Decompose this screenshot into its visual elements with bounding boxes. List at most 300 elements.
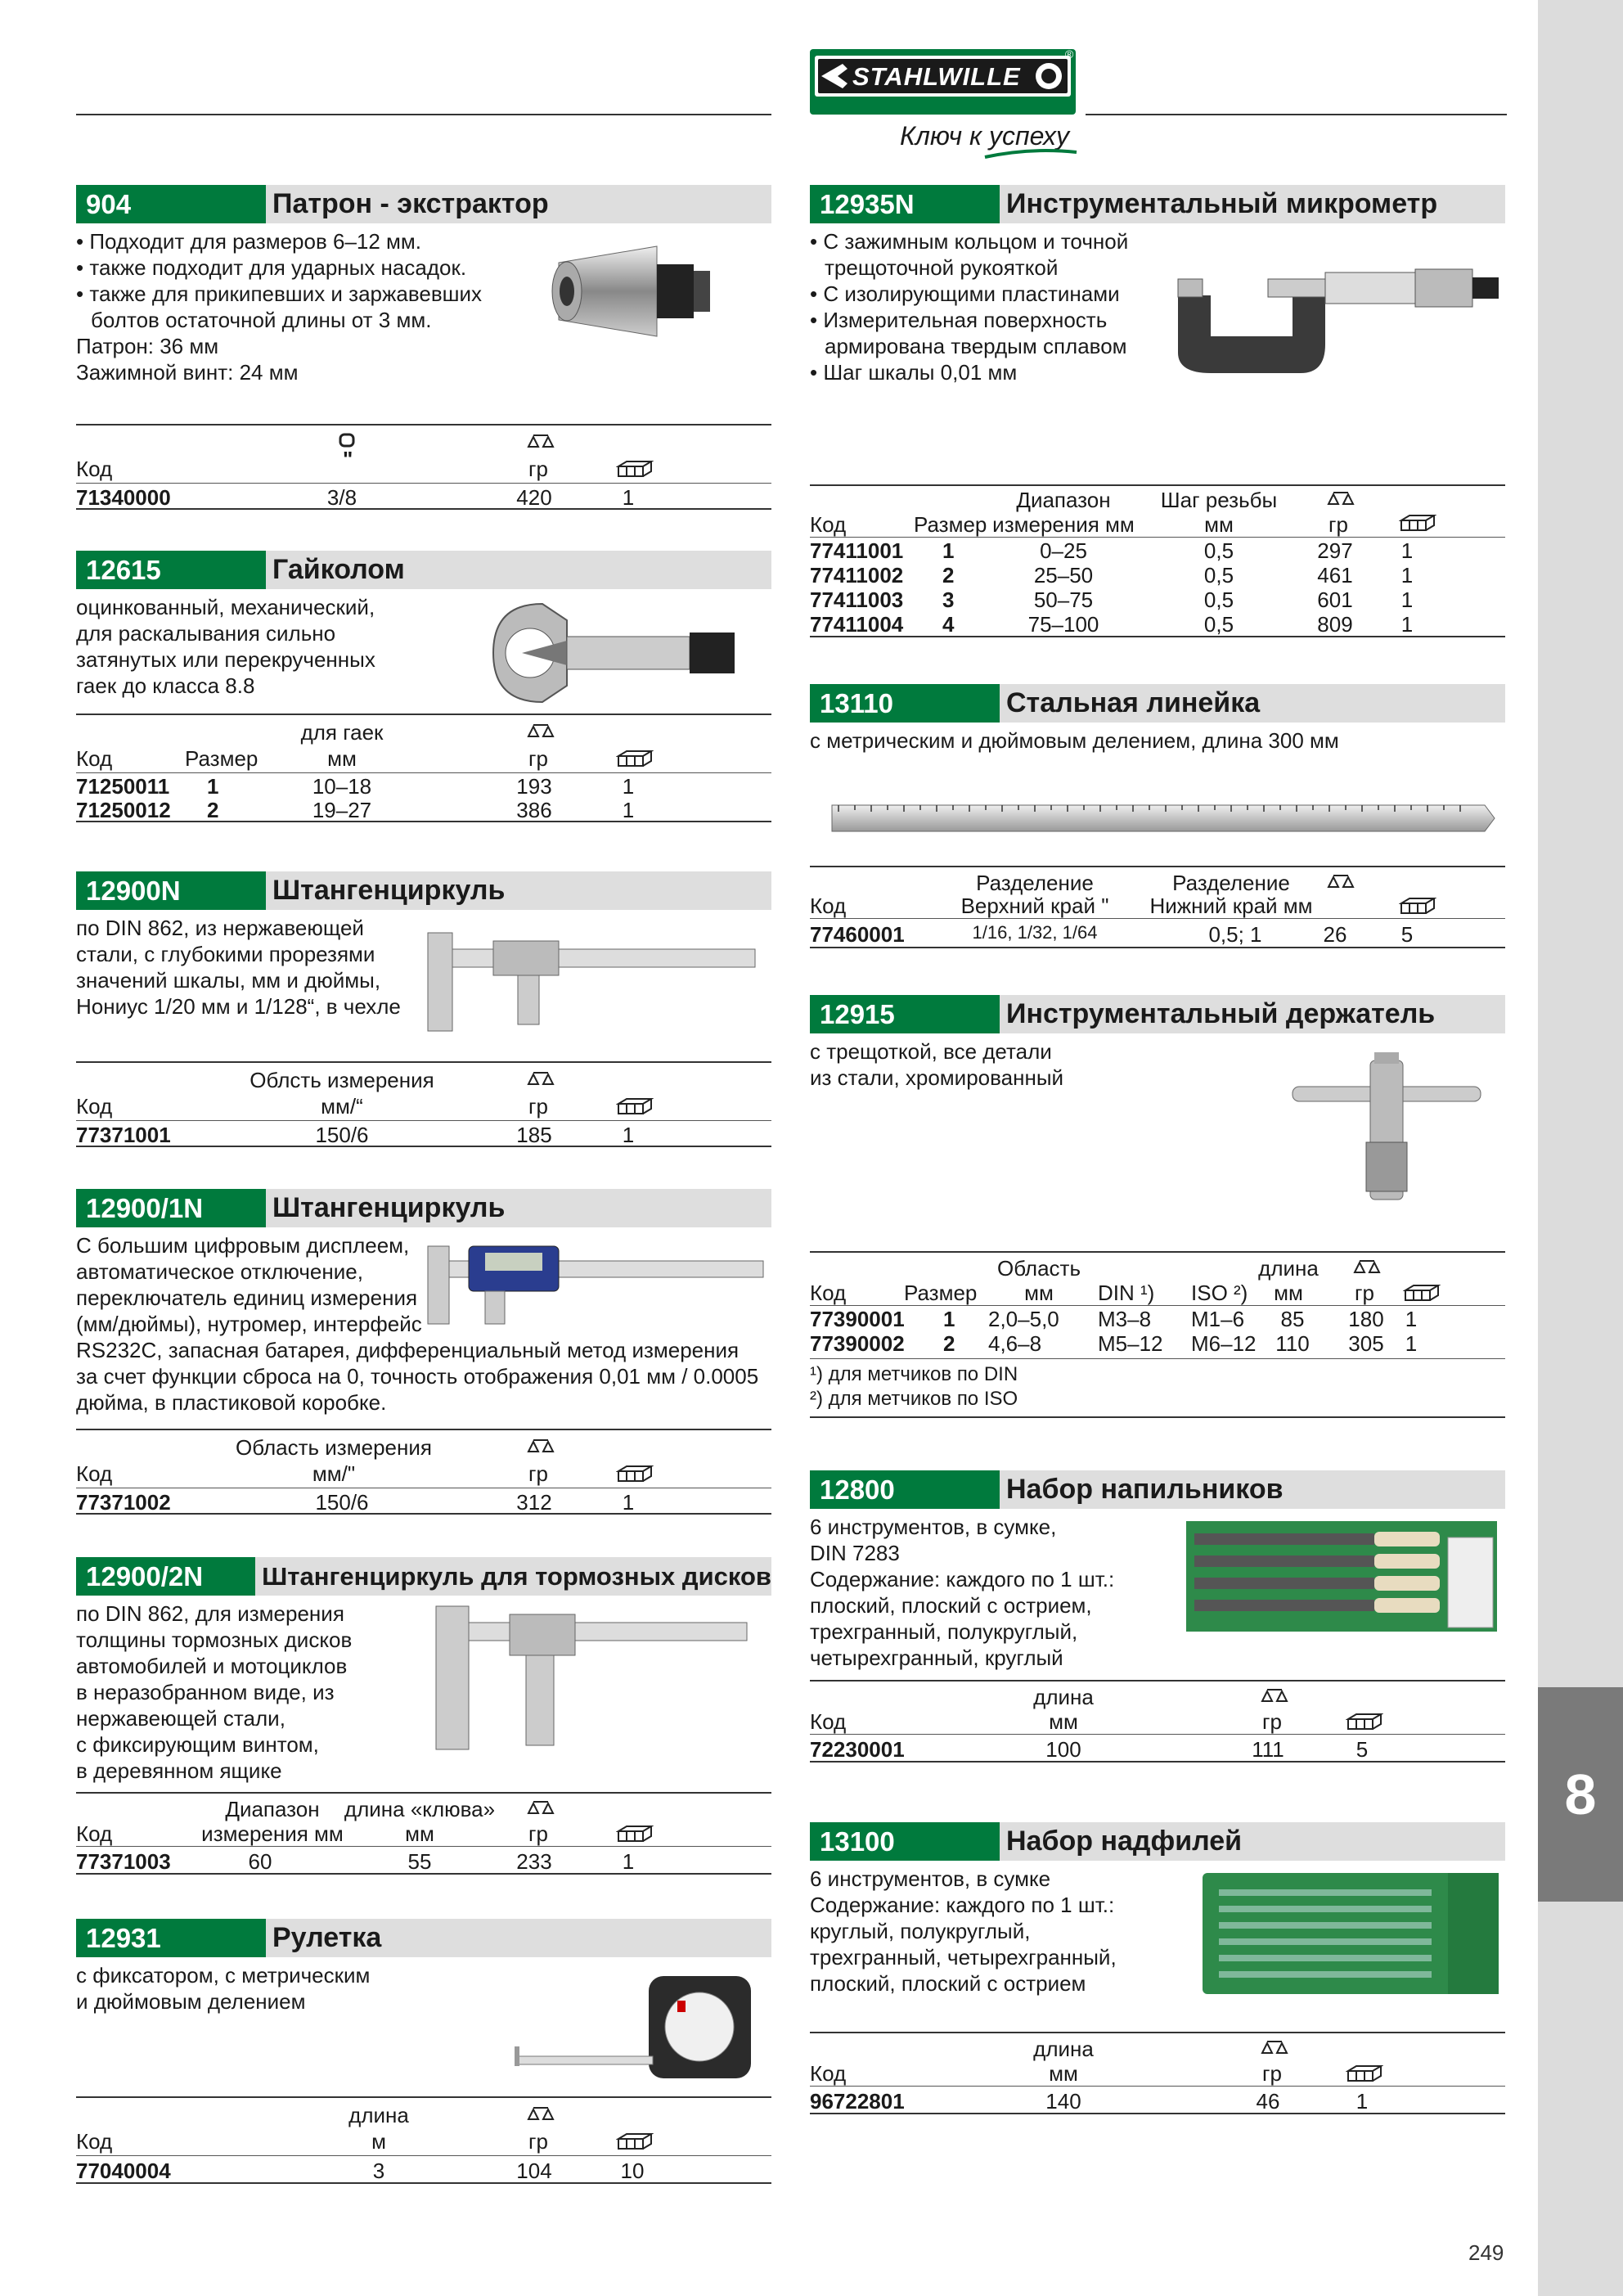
code-header: Код (810, 1281, 847, 1305)
digital-caliper-image (420, 1230, 771, 1328)
weight-scale-icon (1256, 1686, 1292, 1706)
size-header: Размер (185, 746, 259, 771)
beak-unit-header: мм (405, 1821, 434, 1846)
weight-value: 461 (1317, 563, 1353, 588)
desc-line: DIN 7283 (810, 1541, 900, 1565)
inch-header: " (343, 447, 353, 471)
range-header: Область измерения (236, 1435, 432, 1460)
size-value: 2 (943, 1331, 955, 1356)
din-header: DIN ¹) (1098, 1281, 1155, 1305)
package-icon (616, 1096, 654, 1117)
pack-qty: 1 (1405, 1331, 1418, 1356)
header-rule-left (76, 114, 771, 115)
desc-line: и дюймовым делением (76, 1989, 306, 2014)
extractor-chuck-image (542, 230, 731, 353)
pack-qty: 1 (1400, 538, 1414, 563)
nut-splitter-image (477, 596, 755, 710)
desc-line: • С изолирующими пластинами (810, 281, 1120, 306)
desc-line: для раскалывания сильно (76, 621, 336, 646)
top-edge-header: Разделение (976, 871, 1094, 895)
table-row (810, 562, 1505, 587)
section-number: 904 (76, 185, 266, 223)
weight-header: гр (1329, 512, 1348, 537)
table-row (76, 2156, 771, 2182)
desc-line: • Шаг шкалы 0,01 мм (810, 360, 1018, 385)
weight-value: 26 (1323, 922, 1347, 947)
weight-scale-icon (1322, 872, 1358, 892)
pitch-value: 0,5 (1203, 538, 1234, 563)
product-code: 72230001 (810, 1737, 905, 1762)
iso-value: M6–12 (1191, 1331, 1257, 1356)
table-row (810, 919, 1505, 947)
header-rule-right (1086, 114, 1507, 115)
pack-qty: 1 (1400, 612, 1414, 637)
product-code: 77411003 (810, 588, 904, 612)
section-13110 (810, 684, 1505, 947)
section-title: Набор надфилей (1006, 1826, 1243, 1857)
section-title: Инструментальный держатель (1006, 998, 1436, 1029)
length-unit-header: мм (1049, 2061, 1078, 2086)
desc-line: автоматическое отключение, (76, 1259, 363, 1284)
size-value: 1 (943, 1307, 955, 1331)
weight-value: 104 (516, 2159, 552, 2183)
length-unit-header: мм (1049, 1709, 1078, 1734)
length-unit-header: мм (1274, 1281, 1303, 1305)
weight-header: гр (528, 2129, 548, 2154)
package-icon (616, 748, 654, 769)
desc-line: • также для прикипевших и заржавевших (76, 281, 483, 306)
area-header: Область (996, 1256, 1081, 1281)
length-value: 3 (372, 2159, 385, 2183)
table-row (810, 611, 1505, 636)
length-value: 110 (1275, 1331, 1310, 1356)
range-unit-header: измерения мм (992, 512, 1135, 537)
desc-line: оцинкованный, механический, (76, 595, 375, 619)
desc-line: Патрон: 36 мм (76, 334, 219, 358)
product-code: 77390001 (810, 1307, 905, 1331)
desc-line: с фиксатором, с метрическим (76, 1963, 371, 1988)
section-header (810, 185, 1505, 223)
desc-line: круглый, полукруглый, (810, 1919, 1031, 1943)
weight-value: 420 (516, 485, 552, 510)
desc-line: в неразобранном виде, из (76, 1680, 335, 1704)
din-value: M5–12 (1098, 1331, 1163, 1356)
desc-line: • С зажимным кольцом и точной (810, 229, 1129, 254)
desc-line: плоский, плоский с острием (810, 1971, 1086, 1996)
desc-line: автомобилей и мотоциклов (76, 1654, 348, 1678)
section-title: Патрон - экстрактор (272, 188, 549, 219)
page-number: 249 (1468, 2240, 1504, 2265)
table-row (810, 1735, 1505, 1761)
weight-value: 386 (516, 798, 552, 822)
desc-line: дюйма, в пластиковой коробке. (76, 1390, 387, 1415)
range-value: 150/6 (315, 1490, 369, 1515)
desc-line: из стали, хромированный (810, 1065, 1064, 1090)
weight-value: 180 (1348, 1307, 1384, 1331)
range-value: 75–100 (1027, 612, 1099, 637)
needle-file-set-image (1203, 1873, 1505, 1996)
section-number: 12900N (76, 871, 266, 910)
desc-line: С большим цифровым дисплеем, (76, 1233, 410, 1258)
code-header: Код (76, 746, 113, 771)
table-row (810, 2087, 1505, 2113)
pack-qty: 1 (622, 1123, 635, 1147)
weight-scale-icon (522, 2105, 558, 2124)
section-header (76, 185, 771, 223)
weight-value: 46 (1256, 2089, 1280, 2114)
nut-range: 19–27 (312, 798, 372, 822)
pitch-value: 0,5 (1203, 588, 1234, 612)
brake-disc-caliper-image (428, 1598, 755, 1762)
weight-value: 233 (516, 1849, 552, 1874)
weight-scale-icon (1348, 1258, 1384, 1277)
pack-qty: 5 (1355, 1737, 1369, 1762)
weight-scale-icon (522, 1069, 558, 1089)
code-header: Код (76, 1461, 113, 1486)
size-value: 2 (942, 563, 955, 588)
length-header: длина (1033, 1685, 1094, 1709)
iso-value: M1–6 (1191, 1307, 1245, 1331)
table-row (76, 1847, 771, 1873)
product-code: 77411002 (810, 563, 904, 588)
drive-size: 3/8 (326, 485, 357, 510)
slogan-swoosh-icon (982, 146, 1080, 162)
desc-line: Зажимной винт: 24 мм (76, 360, 299, 385)
product-code: 77460001 (810, 922, 905, 947)
section-number: 13100 (810, 1822, 1000, 1861)
weight-header: гр (528, 1094, 548, 1119)
registered-mark: ® (1065, 47, 1074, 61)
pitch-header: Шаг резьбы (1160, 488, 1278, 512)
weight-header: гр (528, 457, 548, 481)
code-header: Код (810, 512, 847, 537)
desc-line: по DIN 862, для измерения (76, 1601, 344, 1626)
desc-line: болтов остаточной длины от 3 мм. (91, 308, 432, 332)
size-value: 4 (942, 612, 955, 637)
desc-line: стали, с глубокими прорезями (76, 942, 375, 966)
weight-header: гр (528, 746, 548, 771)
section-13100 (810, 1822, 1505, 2114)
spec-table (810, 1251, 1505, 1418)
code-header: Код (76, 1821, 113, 1846)
nut-unit-header: мм (327, 746, 357, 771)
section-header (76, 551, 771, 589)
length-header: длина (1258, 1256, 1319, 1281)
package-icon (1399, 895, 1436, 916)
section-12931 (76, 1919, 771, 2183)
code-header: Код (76, 457, 113, 481)
brand-logo (810, 49, 1076, 115)
range-value: 60 (248, 1849, 272, 1874)
pitch-unit-header: мм (1204, 512, 1234, 537)
code-header: Код (76, 2129, 113, 2154)
range-header: Диапазон (225, 1797, 320, 1821)
section-number: 13110 (810, 684, 1000, 723)
iso-header: ISO ²) (1191, 1281, 1248, 1305)
area-unit-header: мм (1024, 1281, 1054, 1305)
section-title: Инструментальный микрометр (1006, 188, 1438, 219)
desc-line: переключатель единиц измерения (76, 1285, 418, 1310)
product-code: 77040004 (76, 2159, 171, 2183)
size-value: 1 (942, 538, 955, 563)
range-unit-header: измерения мм (201, 1821, 344, 1846)
desc-line: трехгранный, четырехгранный, (810, 1945, 1117, 1970)
section-12800 (810, 1470, 1505, 1762)
table-row (76, 484, 771, 508)
desc-line: Содержание: каждого по 1 шт.: (810, 1893, 1115, 1917)
spec-table (810, 1680, 1505, 1763)
desc-line: затянутых или перекрученных (76, 647, 375, 672)
weight-header: гр (528, 1821, 548, 1846)
area-value: 4,6–8 (988, 1331, 1042, 1356)
section-header (76, 1557, 771, 1596)
desc-line: за счет функции сброса на 0, точность отображения 0,01 мм / 0.0005 (76, 1364, 759, 1389)
spec-table (76, 2096, 771, 2184)
table-row (810, 1306, 1505, 1330)
file-set-image (1186, 1521, 1505, 1636)
range-value: 0–25 (1040, 538, 1087, 563)
range-value: 25–50 (1033, 563, 1094, 588)
desc-line: нержавеющей стали, (76, 1706, 285, 1731)
product-code: 77411001 (810, 538, 904, 563)
desc-line: трехгранный, полукруглый, (810, 1619, 1078, 1644)
desc-line: 6 инструментов, в сумке, (810, 1515, 1057, 1539)
section-12915 (810, 995, 1505, 1410)
desc-line: армирована твердым сплавом (825, 334, 1127, 358)
tape-measure-image (510, 1968, 755, 2082)
weight-value: 185 (516, 1123, 552, 1147)
package-icon (616, 2131, 654, 2152)
pack-qty: 1 (1400, 563, 1414, 588)
desc-line: с фиксирующим винтом, (76, 1732, 319, 1757)
section-title: Рулетка (272, 1922, 382, 1953)
length-header: длина (1033, 2037, 1094, 2061)
desc-line: RS232C, запасная батарея, дифференциальный метод измерения (76, 1338, 740, 1362)
beak-header: длина «клюва» (344, 1797, 496, 1821)
section-12935N (810, 185, 1505, 637)
desc-line: четырехгранный, круглый (810, 1645, 1063, 1670)
section-904 (76, 185, 771, 510)
footnote: ²) для метчиков по ISO (810, 1388, 1018, 1410)
product-code: 77371001 (76, 1123, 171, 1147)
product-code: 77371003 (76, 1849, 171, 1874)
brand-slogan: Ключ к успеху (900, 121, 1069, 151)
product-code: 77390002 (810, 1331, 905, 1356)
pack-qty: 1 (1405, 1307, 1418, 1331)
spec-table (810, 484, 1505, 637)
top-edge-value: 1/16, 1/32, 1/64 (972, 922, 1098, 943)
bottom-edge-header: Разделение (1172, 871, 1290, 895)
range-value: 50–75 (1033, 588, 1094, 612)
desc-line: значений шкалы, мм и дюймы, (76, 968, 381, 993)
range-header: Диапазон (1016, 488, 1111, 512)
section-number: 12800 (810, 1470, 1000, 1509)
top-edge-unit-header: Верхний край " (960, 894, 1109, 918)
package-icon (616, 1823, 654, 1844)
pack-qty: 1 (622, 1849, 635, 1874)
nut-range: 10–18 (312, 774, 372, 799)
caliper-image (420, 916, 763, 1039)
desc-line: • Измерительная поверхность (810, 308, 1108, 332)
section-number: 12935N (810, 185, 1000, 223)
code-header: Код (810, 2061, 847, 2086)
spec-table (76, 1061, 771, 1147)
weight-header: гр (1355, 1281, 1374, 1305)
section-title: Гайколом (272, 554, 405, 585)
desc-line: толщины тормозных дисков (76, 1627, 353, 1652)
weight-value: 312 (516, 1490, 552, 1515)
length-value: 100 (1045, 1737, 1081, 1762)
size-value: 2 (207, 798, 219, 822)
weight-value: 297 (1317, 538, 1353, 563)
side-margin (1538, 0, 1623, 2296)
range-value: 150/6 (315, 1123, 369, 1147)
package-icon (1399, 512, 1436, 533)
spec-table (76, 424, 771, 510)
hex-drive-icon (338, 432, 356, 448)
chapter-tab[interactable]: 8 (1538, 1687, 1623, 1902)
pack-qty: 5 (1400, 922, 1414, 947)
product-code: 77371002 (76, 1490, 171, 1515)
table-row (810, 587, 1505, 611)
pack-qty: 10 (620, 2159, 645, 2183)
size-value: 1 (207, 774, 219, 799)
table-row (76, 1121, 771, 1146)
spec-table (76, 714, 771, 822)
weight-scale-icon (1322, 489, 1358, 509)
desc-line: Нониус 1/20 мм и 1/128“, в чехле (76, 994, 401, 1019)
section-12900N (76, 871, 771, 1147)
desc-line: • также подходит для ударных насадок. (76, 255, 467, 280)
pack-qty: 1 (1355, 2089, 1369, 2114)
product-code: 77411004 (810, 612, 904, 637)
section-title: Набор напильников (1006, 1474, 1284, 1505)
product-code: 71250011 (76, 774, 170, 799)
nut-header: для гаек (300, 720, 384, 745)
pitch-value: 0,5 (1203, 563, 1234, 588)
weight-value: 601 (1317, 588, 1353, 612)
section-title: Штангенциркуль для тормозных дисков (262, 1561, 771, 1591)
weight-scale-icon (522, 432, 558, 452)
table-row (810, 538, 1505, 562)
size-header: Размер (904, 1281, 978, 1305)
section-description (810, 727, 1505, 754)
code-header: Код (810, 894, 847, 918)
pack-qty: 1 (622, 1490, 635, 1515)
spec-table (810, 866, 1505, 948)
section-number: 12915 (810, 995, 1000, 1033)
desc-line: плоский, плоский с острием, (810, 1593, 1092, 1618)
weight-value: 193 (516, 774, 552, 799)
length-unit-header: м (371, 2129, 386, 2154)
table-row (76, 1488, 771, 1513)
micrometer-image (1162, 230, 1505, 377)
package-icon (616, 458, 654, 479)
pack-qty: 1 (622, 485, 635, 510)
table-row (810, 1330, 1505, 1355)
weight-header: гр (1262, 1709, 1282, 1734)
desc-line: гаек до класса 8.8 (76, 673, 255, 698)
pitch-value: 0,5 (1203, 612, 1234, 637)
package-icon (1403, 1282, 1441, 1303)
bottom-edge-value: 0,5; 1 (1208, 922, 1262, 947)
bottom-edge-unit-header: Нижний край мм (1149, 894, 1313, 918)
section-header (810, 1470, 1505, 1509)
footnotes (810, 1359, 1505, 1411)
weight-header: гр (528, 1461, 548, 1486)
section-12615 (76, 551, 771, 822)
package-icon (1346, 1711, 1383, 1732)
section-12900-1N (76, 1189, 771, 1515)
weight-value: 305 (1348, 1331, 1384, 1356)
weight-scale-icon (522, 1437, 558, 1456)
desc-line: • Подходит для размеров 6–12 мм. (76, 229, 422, 254)
code-header: Код (810, 1709, 847, 1734)
length-header: длина (348, 2103, 409, 2127)
range-header: Облсть измерения (250, 1068, 434, 1092)
area-value: 2,0–5,0 (988, 1307, 1059, 1331)
section-header (76, 871, 771, 910)
section-number: 12615 (76, 551, 266, 589)
desc-line: в деревянном ящике (76, 1758, 282, 1783)
size-value: 3 (942, 588, 955, 612)
steel-ruler-image (830, 799, 1501, 840)
spec-table (810, 2032, 1505, 2114)
pack-qty: 1 (622, 798, 635, 822)
range-unit-header: мм/“ (321, 1094, 363, 1119)
package-icon (1346, 2063, 1383, 2084)
section-number: 12900/2N (76, 1557, 255, 1596)
desc-line: по DIN 862, из нержавеющей (76, 916, 364, 940)
pack-qty: 1 (622, 774, 635, 799)
pack-qty: 1 (1400, 588, 1414, 612)
section-header (76, 1189, 771, 1227)
desc-line: с метрическим и дюймовым делением, длина 300 мм (810, 728, 1339, 753)
section-header (810, 995, 1505, 1033)
section-title: Штангенциркуль (272, 1192, 506, 1223)
weight-scale-icon (1256, 2038, 1292, 2058)
product-code: 96722801 (810, 2089, 905, 2114)
weight-value: 111 (1252, 1737, 1284, 1762)
desc-line: с трещоткой, все детали (810, 1039, 1052, 1064)
section-title: Штангенциркуль (272, 875, 506, 906)
table-row (76, 797, 771, 821)
section-title: Стальная линейка (1006, 687, 1261, 718)
table-row (76, 773, 771, 797)
package-icon (616, 1463, 654, 1484)
section-header (810, 1822, 1505, 1861)
desc-line: трещоточной рукояткой (825, 255, 1059, 280)
section-header (810, 684, 1505, 723)
beak-value: 55 (407, 1849, 432, 1874)
weight-scale-icon (522, 722, 558, 741)
length-value: 140 (1045, 2089, 1081, 2114)
section-header (76, 1919, 771, 1957)
din-value: M3–8 (1098, 1307, 1152, 1331)
code-header: Код (76, 1094, 113, 1119)
product-code: 71340000 (76, 485, 171, 510)
weight-scale-icon (522, 1799, 558, 1818)
range-unit-header: мм/" (312, 1461, 356, 1486)
size-header: Размер (914, 512, 987, 537)
section-number: 12900/1N (76, 1189, 266, 1227)
spec-table (76, 1429, 771, 1515)
desc-line: Содержание: каждого по 1 шт.: (810, 1567, 1115, 1591)
section-12900-2N (76, 1557, 771, 1874)
desc-line: 6 инструментов, в сумке (810, 1866, 1051, 1891)
footnote: ¹) для метчиков по DIN (810, 1363, 1018, 1385)
tap-holder-image (1284, 1044, 1489, 1208)
